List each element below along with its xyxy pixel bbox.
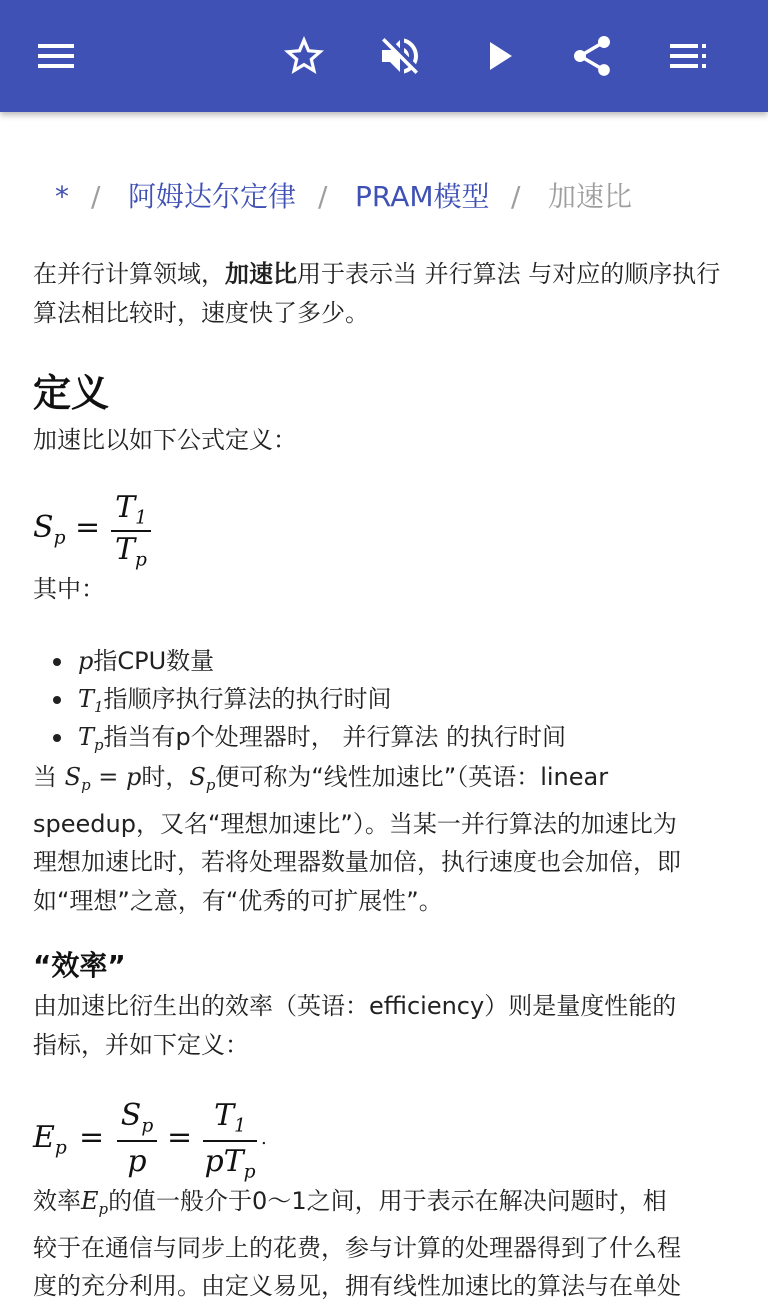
app-bar bbox=[0, 0, 768, 112]
breadcrumb-item-root[interactable]: * bbox=[55, 180, 69, 213]
list-item: $T_p$指当有p个处理器时， 并行算法 的执行时间 bbox=[33, 718, 738, 756]
efficiency-lead: 由加速比衍生出的效率（英语：efficiency）则是量度性能的 指标，并如下定义： bbox=[33, 992, 677, 1059]
where-label: 其中： bbox=[33, 575, 105, 603]
menu-icon[interactable] bbox=[24, 24, 88, 88]
playlist-icon[interactable] bbox=[656, 24, 720, 88]
fraction: $T_1$ $pT_p$ bbox=[204, 1098, 256, 1183]
share-icon[interactable] bbox=[560, 24, 624, 88]
breadcrumb-separator: / bbox=[318, 180, 328, 213]
breadcrumb-item-current: 加速比 bbox=[548, 180, 633, 213]
intro-paragraph: 在并行计算领域，加速比用于表示当 并行算法 与对应的顺序执行算法相比较时，速度快了多少。 bbox=[33, 260, 721, 327]
variable-list bbox=[33, 642, 738, 756]
list-item: $T_1$指顺序执行算法的执行时间 bbox=[33, 680, 738, 718]
fraction: $T_1$ $T_p$ bbox=[111, 492, 151, 572]
list-item: p指CPU数量 bbox=[33, 642, 738, 680]
star-outline-icon[interactable] bbox=[272, 24, 336, 88]
breadcrumb-separator: / bbox=[511, 180, 521, 213]
volume-off-icon[interactable] bbox=[368, 24, 432, 88]
play-icon[interactable] bbox=[466, 24, 530, 88]
fraction: $S_p$ p bbox=[117, 1098, 157, 1178]
breadcrumb bbox=[0, 174, 768, 220]
section-heading-definition: 定义 bbox=[33, 371, 110, 415]
article-content bbox=[0, 112, 768, 1301]
intro-term: 加速比 bbox=[225, 260, 297, 288]
speedup-formula: $S_p$ = $T_1$ $T_p$ bbox=[33, 492, 193, 572]
breadcrumb-separator: / bbox=[91, 180, 101, 213]
breadcrumb-item-amdahl[interactable]: 阿姆达尔定律 bbox=[128, 180, 297, 213]
breadcrumb-item-pram[interactable]: PRAM模型 bbox=[355, 180, 490, 213]
efficiency-paragraph: 效率$E_p$的值一般介于0～1之间，用于表示在解决问题时，相 较于在通信与同步上的花费，参与计算的处理器得到了什么程 度的充分利用。由定义易见，拥有线性加速比的算法与在单处 bbox=[33, 1187, 681, 1301]
linear-speedup-paragraph: 当 $S_p = p$时，$S_p$便可称为“线性加速比”（英语：linear speedup，又名“理想加速比”）。当某一并行算法的加速比为 理想加速比时，若将处理器数量加倍，执行速度也会加倍，即 如“理想”之意，有“优秀的可扩展性”。 bbox=[33, 763, 681, 915]
section-heading-efficiency: “效率” bbox=[33, 949, 126, 982]
definition-lead: 加速比以如下公式定义： bbox=[33, 426, 297, 454]
efficiency-formula: $E_p$ = $S_p$ p = $T_1$ $pT_p$ . bbox=[33, 1098, 267, 1183]
